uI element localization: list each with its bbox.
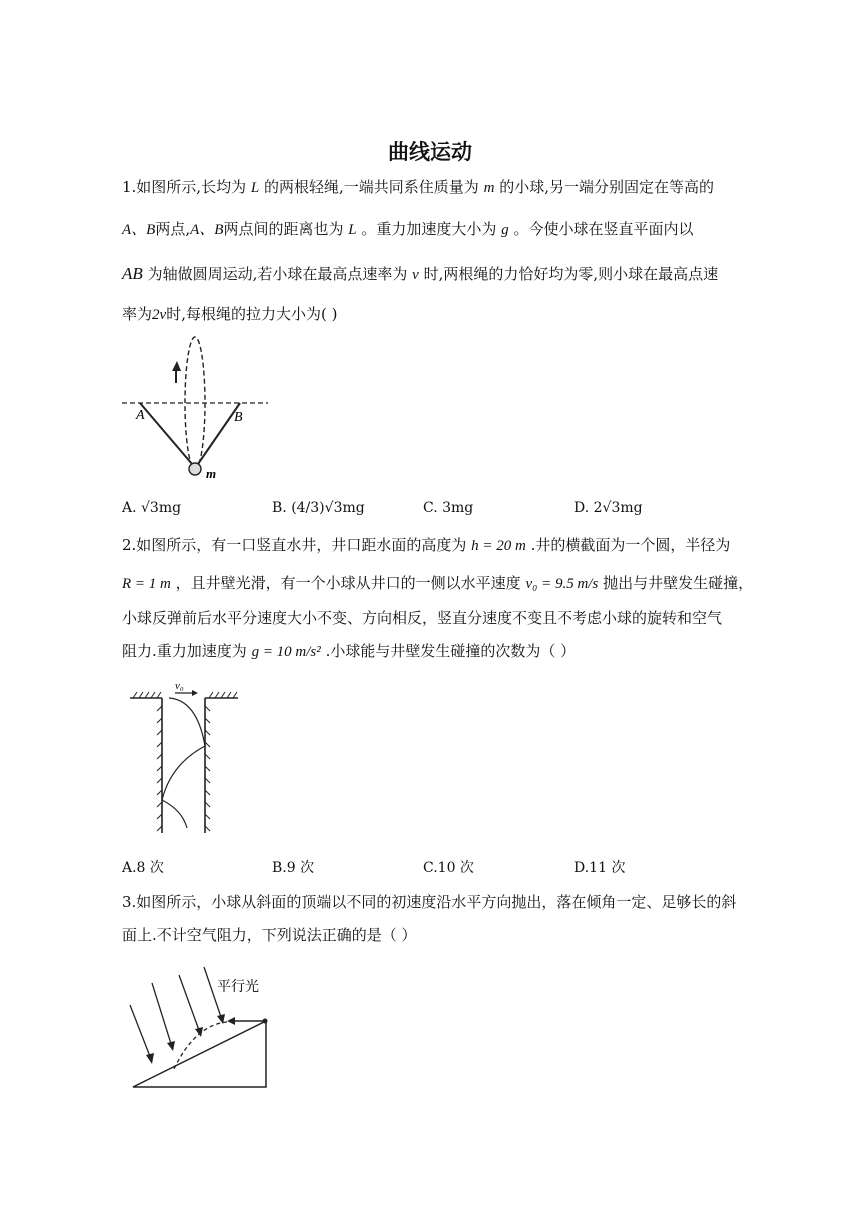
q1-option-a: A. √3mg — [122, 500, 182, 516]
q1-text: 的两根轻绳,一端共同系住质量为 — [264, 178, 479, 196]
q1-option-b: B. (4/3)√3mg — [272, 500, 365, 516]
q2-text: ，且井壁光滑，有一个小球从井口的一侧以水平速度 — [175, 574, 521, 592]
q1-figure — [118, 335, 278, 485]
q1-option-c: C. 3mg — [423, 500, 474, 516]
q1-line-4 — [122, 303, 337, 324]
page-title: 曲线运动 — [388, 140, 472, 164]
q2-line-2 — [122, 572, 753, 593]
q3-line-2: 面上.不计空气阻力，下列说法正确的是（ ） — [122, 926, 417, 944]
q2-text: 阻力.重力加速度为 — [122, 642, 247, 660]
q1-text: 的小球,另一端分别固定在等高的 — [499, 178, 714, 196]
points-AB: A、B — [122, 222, 156, 238]
q1-line-3 — [122, 263, 718, 284]
q2-option-c: C.10 次 — [423, 860, 474, 876]
points-AB: A、B — [190, 222, 224, 238]
label-A: A — [136, 408, 145, 423]
q1-text: 率为 — [122, 305, 153, 323]
symbol-m: m — [483, 180, 495, 196]
q1-text: 时,两根绳的力恰好均为零,则小球在最高点速 — [423, 265, 719, 283]
q2-option-a: A.8 次 — [122, 860, 164, 876]
q1-text: 两点, — [155, 220, 191, 238]
gravity-value: g = 10 m/s² — [251, 644, 321, 660]
label-v0: v₀ — [175, 680, 184, 692]
height-value: h = 20 m — [471, 538, 526, 554]
velocity-value: v₀ = 9.5 m/s — [525, 576, 599, 592]
q2-figure — [125, 678, 250, 838]
radius-value: R = 1 m — [122, 576, 171, 592]
q2-text: .井的横截面为一个圆，半径为 — [530, 536, 731, 554]
axis-AB: AB — [122, 264, 143, 283]
q2-text: .小球能与井壁发生碰撞的次数为（ ） — [325, 642, 576, 660]
q1-text: 1.如图所示,长均为 — [122, 178, 247, 196]
symbol-g: g — [501, 222, 509, 238]
q1-text: 时,每根绳的拉力大小为( ) — [166, 305, 338, 323]
q3-figure — [125, 965, 285, 1095]
symbol-v: v — [412, 267, 419, 283]
q3-line-1: 3.如图所示，小球从斜面的顶端以不同的初速度沿水平方向抛出，落在倾角一定、足够长的斜 — [122, 893, 737, 911]
q2-line-3: 小球反弹前后水平分速度大小不变、方向相反，竖直分速度不变且不考虑小球的旋转和空气 — [122, 609, 723, 627]
symbol-2v: 2v — [152, 307, 167, 323]
q2-text: 2.如图所示，有一口竖直水井，井口距水面的高度为 — [122, 536, 467, 554]
q1-text: 。今使小球在竖直平面内以 — [513, 220, 694, 238]
symbol-L: L — [250, 180, 260, 196]
q1-option-d: D. 2√3mg — [574, 500, 643, 516]
q1-line-2 — [122, 218, 693, 239]
q1-line-1 — [122, 176, 714, 197]
label-m: m — [206, 466, 217, 481]
symbol-L: L — [348, 222, 357, 238]
q2-line-1 — [122, 534, 730, 555]
q1-text: 。重力加速度大小为 — [361, 220, 497, 238]
q2-option-d: D.11 次 — [574, 860, 626, 876]
label-parallel-light: 平行光 — [217, 979, 259, 995]
label-B: B — [234, 410, 243, 425]
q1-text: 为轴做圆周运动,若小球在最高点速率为 — [147, 265, 408, 283]
q2-line-4 — [122, 640, 575, 661]
q1-text: 两点间的距离也为 — [223, 220, 344, 238]
q2-option-b: B.9 次 — [272, 860, 315, 876]
q2-text: 抛出与井壁发生碰撞， — [603, 574, 754, 592]
